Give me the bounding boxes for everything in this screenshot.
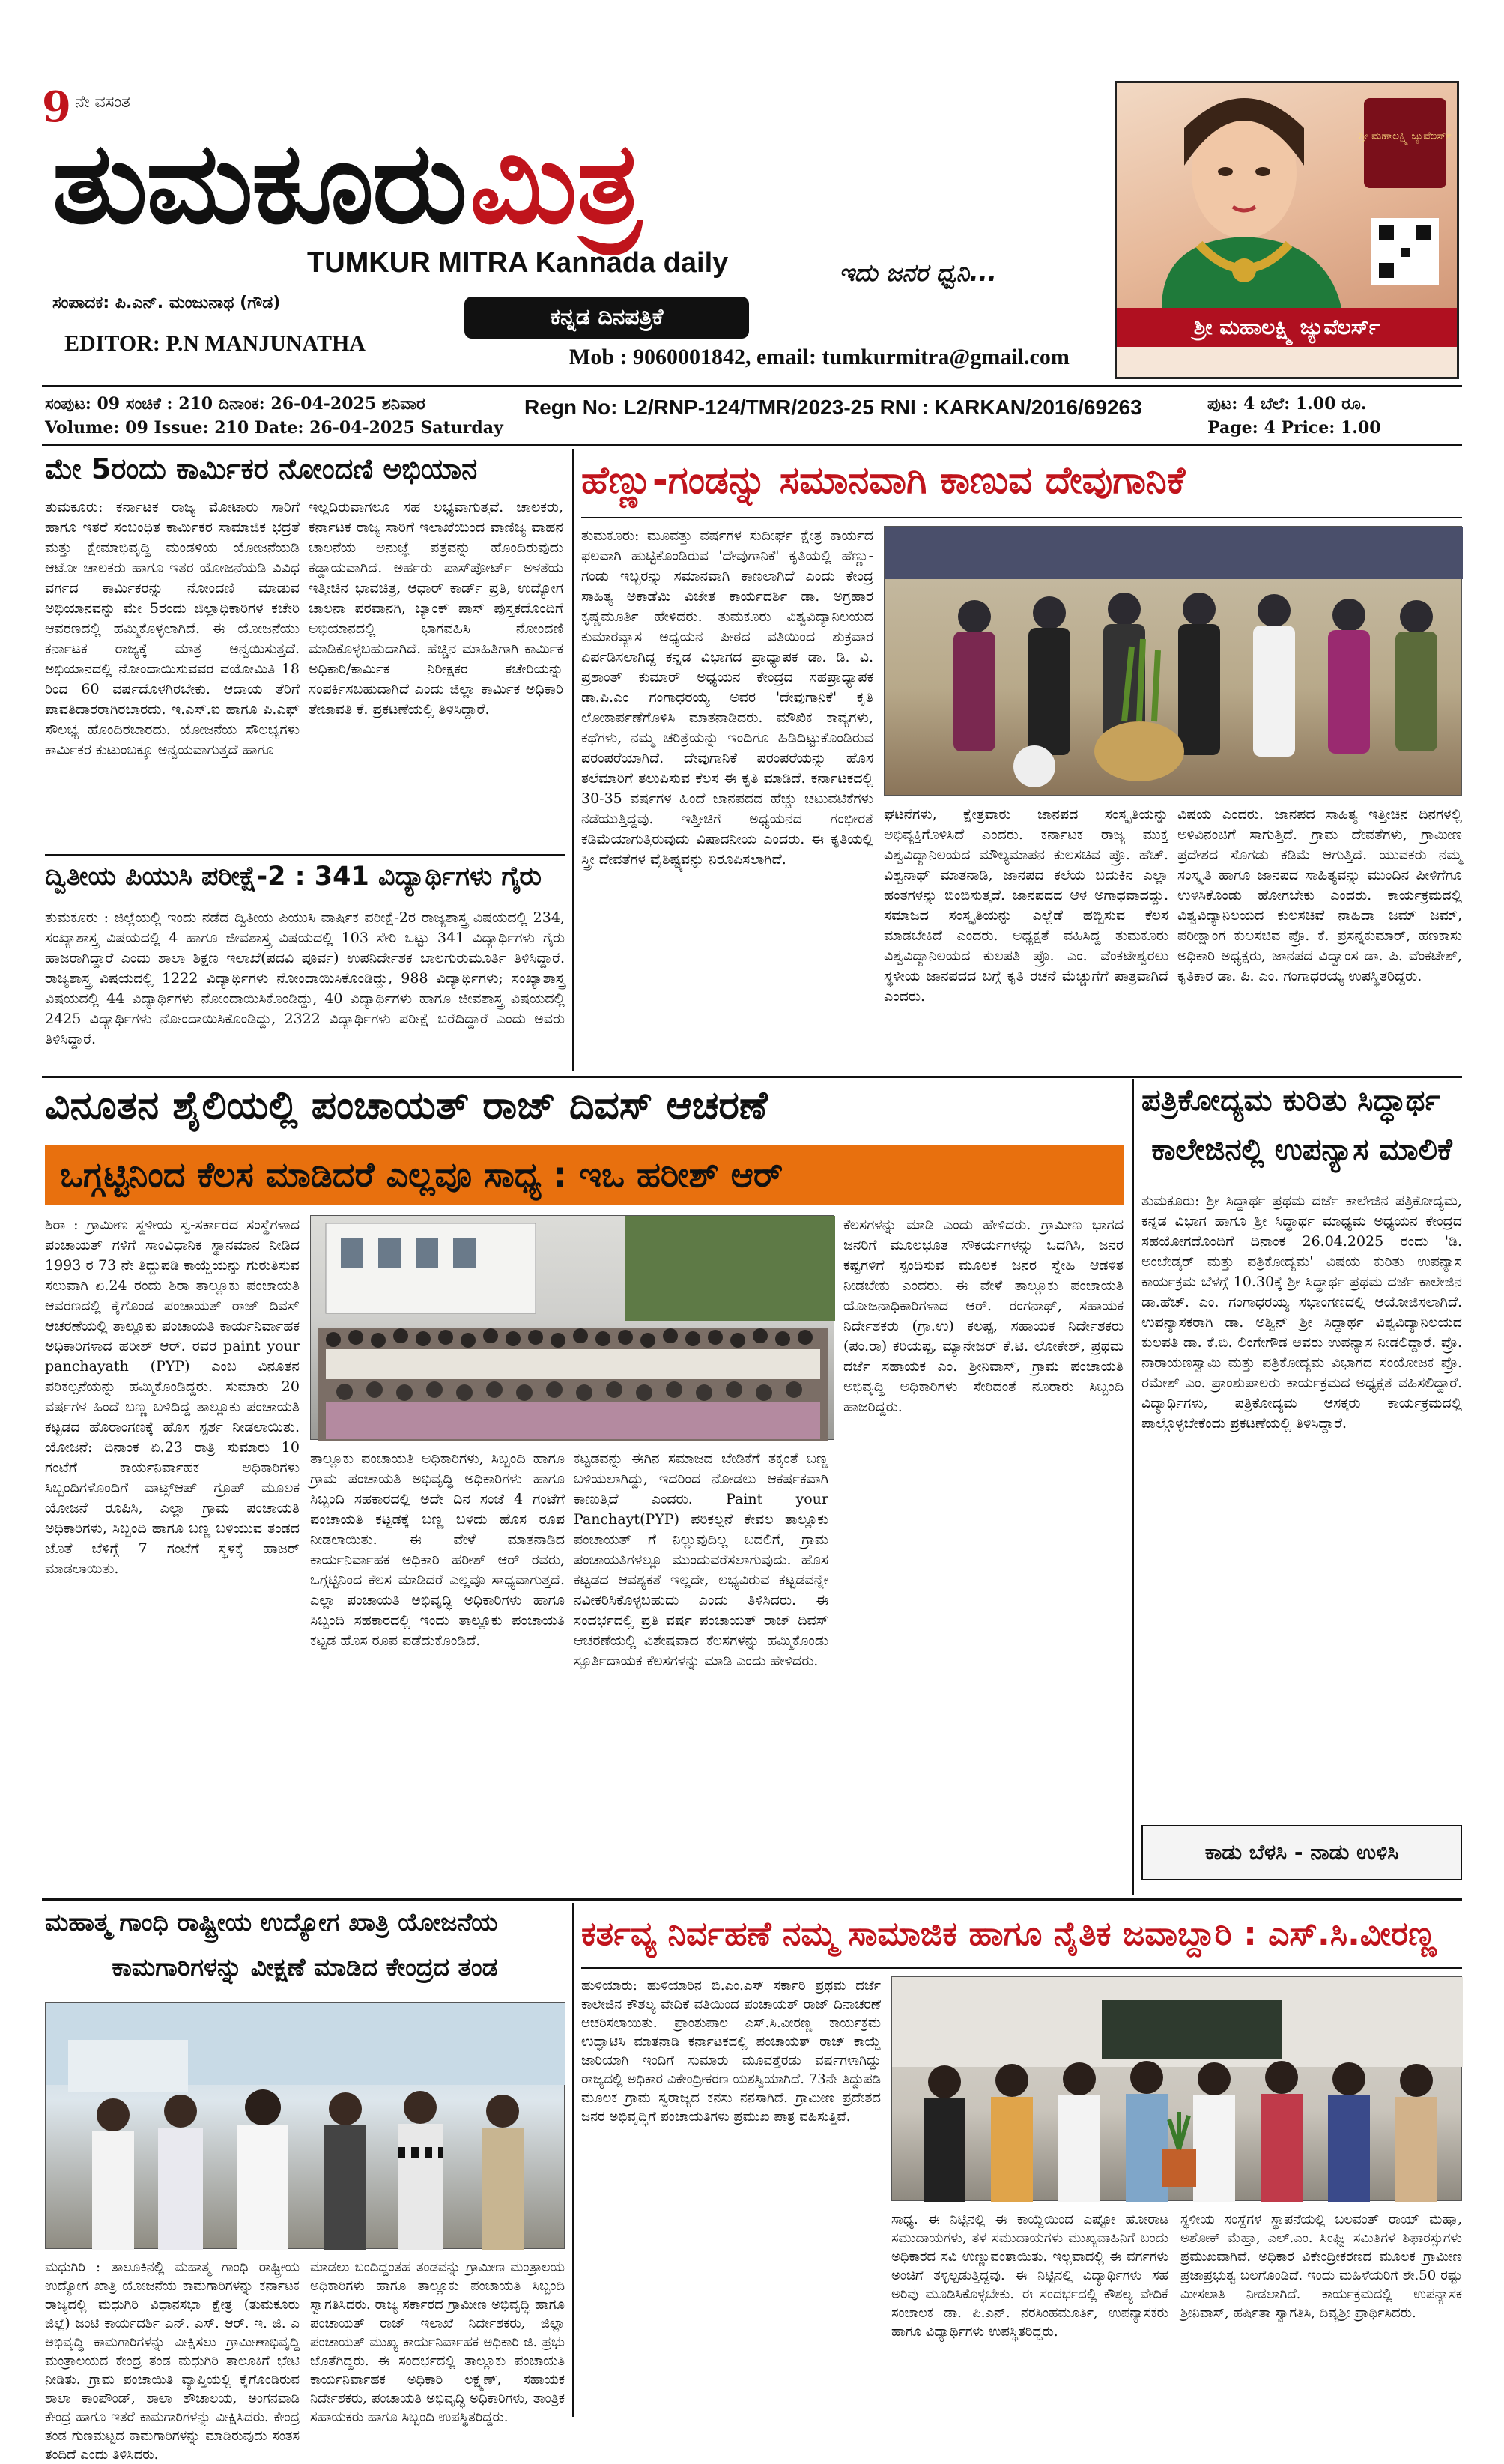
article7-col3: ಸ್ಥಳೀಯ ಸಂಸ್ಥೆಗಳ ಸ್ಥಾಪನೆಯಲ್ಲಿ ಬಲವಂತ್ ರಾಯ್ ಮೆಹ್ತಾ, ಅಶೋಕ್ ಮೆಹ್ತಾ, ಎಲ್.ಎಂ. ಸಿಂಘ್ವಿ ಸಮಿತಿಗಳ ಶಿಫಾರಸ್ಸುಗಳು ಪ್ರಮುಖವಾಗಿವೆ. ಅಧಿಕಾರ ವಿಕೇಂದ್ರೀಕರಣದ ಮೂಲಕ ಗ್ರಾಮೀಣ ಪ್ರಜಾಪ್ರಭುತ್ವ ಬಲಗೊಂಡಿದೆ. ಇಂದು ಮಹಿಳೆಯರಿಗೆ ಶೇ.50 ರಷ್ಟು ಮೀಸಲಾತಿ ನೀಡಲಾಗಿದೆ. ಕಾರ್ಯಕ್ರಮದಲ್ಲಿ ಉಪನ್ಯಾಸಕ ಶ್ರೀನಿವಾಸ್, ಹರ್ಷಿತಾ ಸ್ವಾಗತಿಸಿ, ದಿವ್ಯಶ್ರೀ ಪ್ರಾರ್ಥಿಸಿದರು. bbox=[1180, 2212, 1462, 2321]
column-divider-3 bbox=[572, 1903, 574, 2417]
article6-col1: ಮಧುಗಿರಿ : ತಾಲೂಕಿನಲ್ಲಿ ಮಹಾತ್ಮ ಗಾಂಧಿ ರಾಷ್ಟ್ರೀಯ ಉದ್ಯೋಗ ಖಾತ್ರಿ ಯೋಜನೆಯ ಕಾಮಗಾರಿಗಳನ್ನು ಕರ್ನಾಟಕ ರಾಜ್ಯದಲ್ಲಿ ಮಧುಗಿರಿ ವಿಧಾನಸಭಾ ಕ್ಷೇತ್ರ (ತುಮಕೂರು ಜಿಲ್ಲೆ) ಜಂಟಿ ಕಾರ್ಯದರ್ಶಿ ಎನ್. ಎಸ್. ಆರ್. ಇ. ಜಿ. ಎ ಅಭಿವೃದ್ಧಿ ಕಾಮಗಾರಿಗಳನ್ನು ವೀಕ್ಷಿಸಲು ಗ್ರಾಮೀಣಾಭಿವೃದ್ಧಿ ಮಂತ್ರಾಲಯದ ಕೇಂದ್ರ ತಂಡ ಮಧುಗಿರಿ ತಾಲೂಕಿಗೆ ಭೇಟಿ ನೀಡಿತು. ಗ್ರಾಮ ಪಂಚಾಯಿತಿ ವ್ಯಾಪ್ತಿಯಲ್ಲಿ ಕೈಗೊಂಡಿರುವ ಶಾಲಾ ಕಾಂಪೌಂಡ್, ಶಾಲಾ ಶೌಚಾಲಯ, ಅಂಗನವಾಡಿ ಕೇಂದ್ರ ಹಾಗೂ ಇತರೆ ಕಾಮಗಾರಿಗಳನ್ನು ವೀಕ್ಷಿಸಿದರು. ಕೇಂದ್ರ ತಂಡ ಗುಣಮಟ್ಟದ ಕಾಮಗಾರಿಗಳನ್ನು ಮಾಡಿರುವುದು ಸಂತಸ ತಂದಿದೆ ಎಂದು ತಿಳಿಸಿದರು. bbox=[45, 2259, 300, 2463]
article7-headline-rule bbox=[581, 1967, 1462, 1969]
contact-line: Mob : 9060001842, email: tumkurmitra@gmail.com bbox=[569, 345, 1070, 369]
article6-col2: ಮಾಡಲು ಬಂದಿದ್ದಂತಹ ತಂಡವನ್ನು ಗ್ರಾಮೀಣ ಮಂತ್ರಾಲಯ ಅಧಿಕಾರಿಗಳು ಹಾಗೂ ತಾಲ್ಲೂಕು ಪಂಚಾಯತಿ ಸಿಬ್ಬಂದಿ ಸ್ವಾಗತಿಸಿದರು. ರಾಜ್ಯ ಸರ್ಕಾರದ ಗ್ರಾಮೀಣ ಅಭಿವೃದ್ಧಿ ಹಾಗೂ ಪಂಚಾಯತ್ ರಾಜ್ ಇಲಾಖೆ ನಿರ್ದೇಶಕರು, ಜಿಲ್ಲಾ ಪಂಚಾಯತ್ ಮುಖ್ಯ ಕಾರ್ಯನಿರ್ವಾಹಕ ಅಧಿಕಾರಿ ಜಿ. ಪ್ರಭು ಜೊತೆಗಿದ್ದರು. ಈ ಸಂದರ್ಭದಲ್ಲಿ ತಾಲ್ಲೂಕು ಪಂಚಾಯತಿ ಕಾರ್ಯನಿರ್ವಾಹಕ ಅಧಿಕಾರಿ ಲಕ್ಷ್ಮಣ್, ಸಹಾಯಕ ನಿರ್ದೇಶಕರು, ಪಂಚಾಯತಿ ಅಭಿವೃದ್ಧಿ ಅಧಿಕಾರಿಗಳು, ತಾಂತ್ರಿಕ ಸಹಾಯಕರು ಹಾಗೂ ಸಿಬ್ಬಂದಿ ಉಪಸ್ಥಿತರಿದ್ದರು. bbox=[310, 2259, 565, 2425]
article3-col1: ತುಮಕೂರು: ಮೂವತ್ತು ವರ್ಷಗಳ ಸುದೀರ್ಘ ಕ್ಷೇತ್ರ ಕಾರ್ಯದ ಫಲವಾಗಿ ಹುಟ್ಟಿಕೊಂಡಿರುವ 'ದೇವುಗಾನಿಕೆ' ಕೃತಿಯಲ್ಲಿ ಹೆಣ್ಣು- ಗಂಡು ಇಬ್ಬರನ್ನು ಸಮಾನವಾಗಿ ಕಾಣಲಾಗಿದೆ ಎಂದು ಕೇಂದ್ರ ಸಾಹಿತ್ಯ ಅಕಾಡೆಮಿ ವಿಜೇತ ಕಾರ್ಯದರ್ಶಿ ಡಾ. ಅಗ್ರಹಾರ ಕೃಷ್ಣಮೂರ್ತಿ ಹೇಳಿದರು. ತುಮಕೂರು ವಿಶ್ವವಿದ್ಯಾನಿಲಯದ ಕುಮಾರವ್ಯಾಸ ಅಧ್ಯಯನ ಪೀಠದ ವತಿಯಿಂದ ಶುಕ್ರವಾರ ಏರ್ಪಡಿಸಲಾಗಿದ್ದ ಕನ್ನಡ ವಿಭಾಗದ ಪ್ರಾಧ್ಯಾಪಕ ಡಾ. ಡಿ. ವಿ. ಪ್ರಶಾಂತ್ ಕುಮಾರ್ ಅಧ್ಯಯನ ಕೇಂದ್ರದ ಸಹಪ್ರಾಧ್ಯಾಪಕ ಡಾ.ಪಿ.ಎಂ ಗಂಗಾಧರಯ್ಯ ಅವರ 'ದೇವುಗಾನಿಕೆ' ಕೃತಿ ಲೋಕಾರ್ಪಣೆಗೊಳಿಸಿ ಮಾತನಾಡಿದರು. ಮೌಖಿಕ ಕಾವ್ಯಗಳು, ಕಥೆಗಳು, ನಮ್ಮ ಚರಿತ್ರೆಯನ್ನು ಇಂದಿಗೂ ಹಿಡಿದಿಟ್ಟುಕೊಂಡಿರುವ ಪರಂಪರೆಯಾಗಿದೆ. ದೇವುಗಾನಿಕೆ ಪರಂಪರೆಯನ್ನು ಹೊಸ ತಲೆಮಾರಿಗೆ ತಲುಪಿಸುವ ಕೆಲಸ ಈ ಕೃತಿ ಮಾಡಿದೆ. ಕರ್ನಾಟಕದಲ್ಲಿ 30-35 ವರ್ಷಗಳ ಹಿಂದೆ ಜಾನಪದದ ಹೆಚ್ಚು ಚಟುವಟಿಕೆಗಳು ನಡೆಯುತ್ತಿದ್ದವು. ಇತ್ತೀಚಿಗೆ ಅಧ್ಯಯನದ ಗಂಭೀರತೆ ಕಡಿಮೆಯಾಗುತ್ತಿರುವುದು ವಿಷಾದನೀಯ ಎಂದರು. ಈ ಕೃತಿಯಲ್ಲಿ ಸ್ತ್ರೀ ದೇವತೆಗಳ ವೈಶಿಷ್ಟ್ಯವನ್ನು ನಿರೂಪಿಸಲಾಗಿದೆ. bbox=[581, 527, 873, 868]
column-divider-1 bbox=[572, 449, 574, 1071]
article4-col1: ಶಿರಾ : ಗ್ರಾಮೀಣ ಸ್ಥಳೀಯ ಸ್ವ-ಸರ್ಕಾರದ ಸಂಸ್ಥೆಗಳಾದ ಪಂಚಾಯತ್ ಗಳಿಗೆ ಸಾಂವಿಧಾನಿಕ ಸ್ಥಾನಮಾನ ನೀಡಿದ 1993 ರ 73 ನೇ ತಿದ್ದುಪಡಿ ಕಾಯ್ದೆಯನ್ನು ಗುರುತಿಸುವ ಸಲುವಾಗಿ ಏ.24 ರಂದು ಶಿರಾ ತಾಲ್ಲೂಕು ಪಂಚಾಯತಿ ಆವರಣದಲ್ಲಿ ಕೈಗೊಂಡ ಪಂಚಾಯತ್ ರಾಜ್ ದಿವಸ್ ಆಚರಣೆಯಲ್ಲಿ ತಾಲ್ಲೂಕು ಪಂಚಾಯತಿ ಕಾರ್ಯನಿರ್ವಾಹಕ ಅಧಿಕಾರಿಗಳಾದ ಹರೀಶ್ ಆರ್. ರವರ paint your panchayath (PYP) ಎಂಬ ವಿನೂತನ ಪರಿಕಲ್ಪನೆಯನ್ನು ಹಮ್ಮಿಕೊಂಡಿದ್ದರು. ಸುಮಾರು 20 ವರ್ಷಗಳ ಹಿಂದೆ ಬಣ್ಣ ಬಳಿದಿದ್ದ ತಾಲ್ಲೂಕು ಪಂಚಾಯತಿ ಕಟ್ಟಡದ ಹೊರಾಂಗಣಕ್ಕೆ ಹೊಸ ಸ್ಪರ್ಶ ನೀಡಲಾಯಿತು. ಯೋಜನೆ: ದಿನಾಂಕ ಏ.23 ರಾತ್ರಿ ಸುಮಾರು 10 ಗಂಟೆಗೆ ಕಾರ್ಯನಿರ್ವಾಹಕ ಅಧಿಕಾರಿಗಳು ಸಿಬ್ಬಂದಿಗಳೊಂದಿಗೆ ವಾಟ್ಸ್‌ಆಪ್ ಗ್ರೂಪ್ ಮೂಲಕ ಯೋಜನೆ ರೂಪಿಸಿ, ಎಲ್ಲಾ ಗ್ರಾಮ ಪಂಚಾಯತಿ ಅಧಿಕಾರಿಗಳು, ಸಿಬ್ಬಂದಿ ಹಾಗೂ ಬಣ್ಣ ಬಳಿಯುವ ತಂಡದ ಜೊತೆ ಬೆಳಿಗ್ಗೆ 7 ಗಂಟೆಗೆ ಸ್ಥಳಕ್ಕೆ ಹಾಜರ್ ಮಾಡಲಾಯಿತು. bbox=[45, 1217, 300, 1577]
title-red: ಮಿತ್ರ bbox=[470, 118, 642, 249]
article1-col2: ಇಲ್ಲದಿರುವಾಗಲೂ ಸಹ ಲಭ್ಯವಾಗುತ್ತವೆ. ಚಾಲಕರು, ಕರ್ನಾಟಕ ರಾಜ್ಯ ಸಾರಿಗೆ ಇಲಾಖೆಯಿಂದ ವಾಣಿಜ್ಯ ವಾಹನ ಚಾಲನೆಯ ಅನುಜ್ಞೆ ಪತ್ರವನ್ನು ಹೊಂದಿರುವುದು ಕಡ್ಡಾಯವಾಗಿದೆ. ಅರ್ಹರು ಪಾಸ್‌ಪೋರ್ಟ್ ಅಳತೆಯ ಇತ್ತೀಚಿನ ಭಾವಚಿತ್ರ, ಆಧಾರ್ ಕಾರ್ಡ್ ಪ್ರತಿ, ಉದ್ಯೋಗ ಚಾಲನಾ ಪರವಾನಗಿ, ಬ್ಯಾಂಕ್ ಪಾಸ್ ಪುಸ್ತಕದೊಂದಿಗೆ ಅಭಿಯಾನದಲ್ಲಿ ಭಾಗವಹಿಸಿ ನೋಂದಣಿ ಮಾಡಿಕೊಳ್ಳಬಹುದಾಗಿದೆ. ಹೆಚ್ಚಿನ ಮಾಹಿತಿಗಾಗಿ ಕಾರ್ಮಿಕ ಅಧಿಕಾರಿ/ಕಾರ್ಮಿಕ ನಿರೀಕ್ಷಕರ ಕಚೇರಿಯನ್ನು ಸಂಪರ್ಕಿಸಬಹುದಾಗಿದೆ ಎಂದು ಜಿಲ್ಲಾ ಕಾರ್ಮಿಕ ಅಧಿಕಾರಿ ತೇಜಾವತಿ ಕೆ. ಪ್ರಕಟಣೆಯಲ್ಲಿ ತಿಳಿಸಿದ್ದಾರೆ. bbox=[309, 499, 563, 718]
article1-col1: ತುಮಕೂರು: ಕರ್ನಾಟಕ ರಾಜ್ಯ ಮೋಟಾರು ಸಾರಿಗೆ ಹಾಗೂ ಇತರೆ ಸಂಬಂಧಿತ ಕಾರ್ಮಿಕರ ಸಾಮಾಜಿಕ ಭದ್ರತೆ ಮತ್ತು ಕ್ಷೇಮಾಭಿವೃದ್ಧಿ ಮಂಡಳಿಯ ಯೋಜನೆಯಡಿ ಆಟೋ ಚಾಲಕರು ಹಾಗೂ ಇತರ ಯೋಜನೆಯಡಿ ವಿವಿಧ ವರ್ಗದ ಕಾರ್ಮಿಕರನ್ನು ನೋಂದಣಿ ಮಾಡುವ ಅಭಿಯಾನವನ್ನು ಮೇ 5ರಂದು ಜಿಲ್ಲಾಧಿಕಾರಿಗಳ ಕಚೇರಿ ಆವರಣದಲ್ಲಿ ಹಮ್ಮಿಕೊಳ್ಳಲಾಗಿದೆ. ಈ ಯೋಜನೆಯು ಕರ್ನಾಟಕ ರಾಜ್ಯಕ್ಕೆ ಮಾತ್ರ ಅನ್ವಯಿಸುತ್ತದೆ. ಅಭಿಯಾನದಲ್ಲಿ ನೋಂದಾಯಿಸುವವರ ವಯೋಮಿತಿ 18 ರಿಂದ 60 ವರ್ಷದೊಳಗಿರಬೇಕು. ಆದಾಯ ತೆರಿಗೆ ಪಾವತಿದಾರರಾಗಿರಬಾರದು. ಇ.ಎಸ್.ಐ ಹಾಗೂ ಪಿ.ಎಫ್ ಸೌಲಭ್ಯ ಹೊಂದಿರಬಾರದು. ಯೋಜನೆಯ ಸೌಲಭ್ಯಗಳು ಕಾರ್ಮಿಕರ ಕುಟುಂಬಕ್ಕೂ ಅನ್ವಯವಾಗುತ್ತದೆ ಹಾಗೂ bbox=[45, 499, 300, 758]
jewellery-advertisement[interactable] bbox=[1115, 81, 1459, 379]
slogan-text: ಕಾಡು ಬೆಳಸಿ - ನಾಡು ಉಳಿಸಿ bbox=[1204, 1840, 1399, 1865]
college-event-photo bbox=[891, 1976, 1462, 2201]
article7-col2: ಸಾಧ್ಯ. ಈ ನಿಟ್ಟಿನಲ್ಲಿ ಈ ಕಾಯ್ದೆಯಿಂದ ಎಷ್ಟೋ ಹೋರಾಟ ಸಮುದಾಯಗಳು, ತಳ ಸಮುದಾಯಗಳು ಮುಖ್ಯವಾಹಿನಿಗೆ ಬಂದು ಅಧಿಕಾರದ ಸವಿ ಉಣ್ಣುವಂತಾಯಿತು. ಇಲ್ಲವಾದಲ್ಲಿ ಈ ವರ್ಗಗಳು ಅಂಚಿಗೆ ತಳ್ಳಲ್ಪಡುತ್ತಿದ್ದವು. ಈ ನಿಟ್ಟಿನಲ್ಲಿ ವಿದ್ಯಾರ್ಥಿಗಳು ಸಹ ಅರಿವು ಮೂಡಿಸಿಕೊಳ್ಳಬೇಕು. ಈ ಸಂದರ್ಭದಲ್ಲಿ ಕೌಶಲ್ಯ ವೇದಿಕೆ ಸಂಚಾಲಕ ಡಾ. ಪಿ.ಎನ್. ನರಸಿಂಹಮೂರ್ತಿ, ಉಪನ್ಯಾಸಕರು ಹಾಗೂ ವಿದ್ಯಾರ್ಥಿಗಳು ಉಪಸ್ಥಿತರಿದ್ದರು. bbox=[891, 2212, 1168, 2340]
article2-headline: ದ್ವಿತೀಯ ಪಿಯುಸಿ ಪರೀಕ್ಷೆ-2 : 341 ವಿದ್ಯಾರ್ಥಿಗಳು ಗೈರು bbox=[45, 862, 542, 892]
panchayat-group-photo bbox=[310, 1215, 834, 1440]
article7-headline: ಕರ್ತವ್ಯ ನಿರ್ವಹಣೆ ನಮ್ಮ ಸಾಮಾಜಿಕ ಹಾಗೂ ನೈತಿಕ ಜವಾಬ್ದಾರಿ : ಎಸ್.ಸಿ.ವೀರಣ್ಣ bbox=[581, 1915, 1437, 1953]
newspaper-title bbox=[52, 112, 1176, 255]
ad-footer bbox=[1117, 347, 1457, 377]
section-rule-1 bbox=[42, 1076, 1462, 1078]
article2-body: ತುಮಕೂರು : ಜಿಲ್ಲೆಯಲ್ಲಿ ಇಂದು ನಡೆದ ದ್ವಿತೀಯ ಪಿಯುಸಿ ವಾರ್ಷಿಕ ಪರೀಕ್ಷೆ-2ರ ರಾಜ್ಯಶಾಸ್ತ್ರ ವಿಷಯದಲ್ಲಿ 234, ಸಂಖ್ಯಾಶಾಸ್ತ್ರ ವಿಷಯದಲ್ಲಿ 4 ಹಾಗೂ ಜೀವಶಾಸ್ತ್ರ ವಿಷಯದಲ್ಲಿ 103 ಸೇರಿ ಒಟ್ಟು 341 ವಿದ್ಯಾರ್ಥಿಗಳು ಗೈರು ಹಾಜರಾಗಿದ್ದಾರೆ ಎಂದು ಶಾಲಾ ಶಿಕ್ಷಣ ಇಲಾಖೆ(ಪದವಿ ಪೂರ್ವ) ಉಪನಿರ್ದೇಶಕ ಬಾಲಗುರುಮೂರ್ತಿ ತಿಳಿಸಿದ್ದಾರೆ. ರಾಜ್ಯಶಾಸ್ತ್ರ ವಿಷಯದಲ್ಲಿ 1222 ವಿದ್ಯಾರ್ಥಿಗಳು ನೋಂದಾಯಿಸಿಕೊಂಡಿದ್ದು, 988 ವಿದ್ಯಾರ್ಥಿಗಳು; ಸಂಖ್ಯಾಶಾಸ್ತ್ರ ವಿಷಯದಲ್ಲಿ 44 ವಿದ್ಯಾರ್ಥಿಗಳು ನೋಂದಾಯಿಸಿಕೊಂಡಿದ್ದು, 40 ವಿದ್ಯಾರ್ಥಿಗಳು ಹಾಗೂ ಜೀವಶಾಸ್ತ್ರ ವಿಷಯದಲ್ಲಿ 2425 ವಿದ್ಯಾರ್ಥಿಗಳು ನೋಂದಾಯಿಸಿಕೊಂಡಿದ್ದು, 2322 ವಿದ್ಯಾರ್ಥಿಗಳು ಪರೀಕ್ಷೆ ಬರೆದಿದ್ದಾರೆ ಎಂದು ಅವರು ತಿಳಿಸಿದ್ದಾರೆ. bbox=[45, 909, 565, 1047]
edition-suffix: ನೇ ವಸಂತ bbox=[75, 93, 130, 112]
article3-headline: ಹೆಣ್ಣು-ಗಂಡನ್ನು ಸಮಾನವಾಗಿ ಕಾಣುವ ದೇವುಗಾನಿಕೆ bbox=[581, 458, 1186, 502]
info-volume-english: Volume: 09 Issue: 210 Date: 26-04-2025 Saturday bbox=[45, 418, 503, 438]
article4-col4: ಕೆಲಸಗಳನ್ನು ಮಾಡಿ ಎಂದು ಹೇಳಿದರು. ಗ್ರಾಮೀಣ ಭಾಗದ ಜನರಿಗೆ ಮೂಲಭೂತ ಸೌಕರ್ಯಗಳನ್ನು ಒದಗಿಸಿ, ಜನರ ಕಷ್ಟಗಳಿಗೆ ಸ್ಪಂದಿಸುವ ಮೂಲಕ ಜನರ ಸ್ನೇಹಿ ಆಡಳಿತ ನೀಡಬೇಕು ಎಂದರು. ಈ ವೇಳೆ ತಾಲ್ಲೂಕು ಪಂಚಾಯತಿ ಯೋಜನಾಧಿಕಾರಿಗಳಾದ ಆರ್. ರಂಗನಾಥ್, ಸಹಾಯಕ ನಿರ್ದೇಶಕರು (ಗ್ರಾ.ಉ) ಕಲಪ್ಪ, ಸಹಾಯಕ ನಿರ್ದೇಶಕರು (ಪಂ.ರಾ) ಕರಿಯಪ್ಪ, ಮ್ಯಾನೇಜರ್ ಕೆ.ಟಿ. ಲೋಕೇಶ್, ಪ್ರಥಮ ದರ್ಜೆ ಸಹಾಯಕ ಎಂ. ಶ್ರೀನಿವಾಸ್, ಗ್ರಾಮ ಪಂಚಾಯತಿ ಅಭಿವೃದ್ಧಿ ಅಧಿಕಾರಿಗಳು ಸೇರಿದಂತೆ ನೂರಾರು ಸಿಬ್ಬಂದಿ ಹಾಜರಿದ್ದರು. bbox=[843, 1217, 1124, 1415]
article3-headline-rule bbox=[581, 517, 1462, 518]
article1-headline: ಮೇ 5ರಂದು ಕಾರ್ಮಿಕರ ನೋಂದಣಿ ಅಭಿಯಾನ bbox=[45, 452, 478, 485]
info-volume-kannada: ಸಂಪುಟ: 09 ಸಂಚಿಕೆ : 210 ದಿನಾಂಕ: 26-04-2025 ಶನಿವಾರ bbox=[45, 394, 425, 414]
article1-bottom-rule bbox=[45, 854, 565, 856]
edition-number-value: 9 bbox=[42, 82, 71, 132]
info-page-kannada: ಪುಟ: 4 ಬೆಲೆ: 1.00 ರೂ. bbox=[1207, 394, 1367, 414]
ad-brand-banner: ಶ್ರೀ ಮಹಾಲಕ್ಷ್ಮಿ ಜ್ಯುವೆಲರ್ಸ್ bbox=[1117, 308, 1457, 347]
editor-kannada: ಸಂಪಾದಕ: ಪಿ.ಎನ್. ಮಂಜುನಾಥ (ಗೌಡ) bbox=[52, 294, 281, 312]
info-registration: Regn No: L2/RNP-124/TMR/2023-25 RNI : KARKAN/2016/69263 bbox=[524, 396, 1142, 419]
article5-headline-line2: ಕಾಲೇಜಿನಲ್ಲಿ ಉಪನ್ಯಾಸ ಮಾಲಿಕೆ bbox=[1151, 1133, 1452, 1167]
ad-logo-text: ಶ್ರೀ ಮಹಾಲಕ್ಷ್ಮಿ ಜ್ಯುವೆಲರ್ಸ್ bbox=[1359, 130, 1452, 142]
article4-col3: ಕಟ್ಟಡವನ್ನು ಈಗಿನ ಸಮಾಜದ ಬೇಡಿಕೆಗೆ ತಕ್ಕಂತೆ ಬಣ್ಣ ಬಳಿಯಲಾಗಿದ್ದು, ಇದರಿಂದ ನೋಡಲು ಆಕರ್ಷಕವಾಗಿ ಕಾಣುತ್ತಿದೆ ಎಂದರು. Paint your Panchayt(PYP) ಪರಿಕಲ್ಪನೆ ಕೇವಲ ತಾಲ್ಲೂಕು ಪಂಚಾಯತ್ ಗೆ ನಿಲ್ಲುವುದಿಲ್ಲ ಬದಲಿಗೆ, ಗ್ರಾಮ ಪಂಚಾಯತಿಗಳಲ್ಲೂ ಮುಂದುವರೆಸಲಾಗುವುದು. ಹೊಸ ಕಟ್ಟಡದ ಆವಶ್ಯಕತೆ ಇಲ್ಲದೇ, ಲಭ್ಯವಿರುವ ಕಟ್ಟಡವನ್ನೇ ನವೀಕರಿಸಿಕೊಳ್ಳಬಹುದು ಎಂದು ತಿಳಿಸಿದರು. ಈ ಸಂದರ್ಭದಲ್ಲಿ ಪ್ರತಿ ವರ್ಷ ಪಂಚಾಯತ್ ರಾಜ್ ದಿವಸ್ ಆಚರಣೆಯಲ್ಲಿ ವಿಶೇಷವಾದ ಕೆಲಸಗಳನ್ನು ಹಮ್ಮಿಕೊಂಡು ಸ್ಪೂರ್ತಿದಾಯಕ ಕೆಲಸಗಳನ್ನು ಮಾಡಿ ಎಂದು ಹೇಳಿದರು. bbox=[574, 1450, 828, 1669]
award-ceremony-photo bbox=[884, 526, 1462, 796]
editor-english: EDITOR: P.N MANJUNATHA bbox=[64, 331, 366, 356]
article5-headline-line1: ಪತ್ರಿಕೋದ್ಯಮ ಕುರಿತು ಸಿದ್ಧಾರ್ಥ bbox=[1141, 1083, 1441, 1118]
article3-col2: ಘಟನೆಗಳು, ಕ್ಷೇತ್ರವಾರು ಜಾನಪದ ಸಂಸ್ಕೃತಿಯನ್ನು ಅಭಿವ್ಯಕ್ತಿಗೊಳಿಸಿದೆ ಎಂದರು. ಕರ್ನಾಟಕ ರಾಜ್ಯ ಮುಕ್ತ ವಿಶ್ವವಿದ್ಯಾನಿಲಯದ ಮೌಲ್ಯಮಾಪನ ಕುಲಸಚಿವ ಪ್ರೊ. ಹೆಚ್. ವಿಶ್ವನಾಥ್ ಮಾತನಾಡಿ, ಜಾನಪದ ಕಲೆಯ ಬದುಕಿನ ಎಲ್ಲಾ ಹಂತಗಳನ್ನು ಬಿಂಬಿಸುತ್ತದೆ. ಜಾನಪದದ ಆಳ ಅಗಾಧವಾದದ್ದು. ಸಮಾಜದ ಸಂಸ್ಕೃತಿಯನ್ನು ಎಲ್ಲೆಡೆ ಹಬ್ಬಿಸುವ ಕೆಲಸ ಮಾಡಬೇಕಿದೆ ಎಂದರು. ಅಧ್ಯಕ್ಷತೆ ವಹಿಸಿದ್ದ ತುಮಕೂರು ವಿಶ್ವವಿದ್ಯಾನಿಲಯದ ಕುಲಪತಿ ಪ್ರೊ. ಎಂ. ವೆಂಕಟೇಶ್ವರಲು ಸ್ಥಳೀಯ ಜಾನಪದದ ಬಗ್ಗೆ ಕೃತಿ ರಚನೆ ಮೆಚ್ಚುಗೆಗೆ ಪಾತ್ರವಾಗಿದೆ ಎಂದರು. bbox=[884, 806, 1168, 1005]
article4-subheadline: ಒಗ್ಗಟ್ಟಿನಿಂದ ಕೆಲಸ ಮಾಡಿದರೆ ಎಲ್ಲವೂ ಸಾಧ್ಯ : ಇಒ ಹರೀಶ್ ಆರ್ bbox=[60, 1154, 783, 1195]
article4-col2: ತಾಲ್ಲೂಕು ಪಂಚಾಯತಿ ಅಧಿಕಾರಿಗಳು, ಸಿಬ್ಬಂದಿ ಹಾಗೂ ಗ್ರಾಮ ಪಂಚಾಯತಿ ಅಭಿವೃದ್ಧಿ ಅಧಿಕಾರಿಗಳು ಹಾಗೂ ಸಿಬ್ಬಂದಿ ಸಹಕಾರದಲ್ಲಿ ಅದೇ ದಿನ ಸಂಜೆ 4 ಗಂಟೆಗೆ ಪಂಚಾಯತಿ ಕಟ್ಟಡಕ್ಕೆ ಬಣ್ಣ ಬಳಿದು ಹೊಸ ರೂಪ ನೀಡಲಾಯಿತು. ಈ ವೇಳೆ ಮಾತನಾಡಿದ ಕಾರ್ಯನಿರ್ವಾಹಕ ಅಧಿಕಾರಿ ಹರೀಶ್ ಆರ್ ರವರು, ಒಗ್ಗಟ್ಟಿನಿಂದ ಕೆಲಸ ಮಾಡಿದರೆ ಎಲ್ಲವೂ ಸಾಧ್ಯವಾಗುತ್ತದೆ. ಎಲ್ಲಾ ಪಂಚಾಯತಿ ಅಭಿವೃದ್ಧಿ ಅಧಿಕಾರಿಗಳು ಹಾಗೂ ಸಿಬ್ಬಂದಿ ಸಹಕಾರದಲ್ಲಿ ಇಂದು ತಾಲ್ಲೂಕು ಪಂಚಾಯತಿ ಕಟ್ಟಡ ಹೊಸ ರೂಪ ಪಡೆದುಕೊಂಡಿದೆ. bbox=[310, 1450, 565, 1649]
info-bar-bottom-rule bbox=[42, 444, 1462, 446]
daily-badge: ಕನ್ನಡ ದಿನಪತ್ರಿಕೆ bbox=[464, 297, 749, 339]
english-title: TUMKUR MITRA Kannada daily bbox=[307, 247, 729, 279]
inspection-team-photo bbox=[45, 2002, 565, 2249]
article6-headline-line1: ಮಹಾತ್ಮ ಗಾಂಧಿ ರಾಷ್ಟ್ರೀಯ ಉದ್ಯೋಗ ಖಾತ್ರಿ ಯೋಜನೆಯ bbox=[45, 1907, 498, 1937]
article6-headline-line2: ಕಾಮಗಾರಿಗಳನ್ನು ವೀಕ್ಷಣೆ ಮಾಡಿದ ಕೇಂದ್ರದ ತಂಡ bbox=[112, 1952, 498, 1982]
tagline: ಇದು ಜನರ ಧ್ವನಿ... bbox=[839, 258, 997, 287]
section-rule-2 bbox=[42, 1898, 1462, 1901]
model-illustration bbox=[1117, 83, 1461, 308]
info-bar-top-rule bbox=[42, 385, 1462, 387]
article5-body: ತುಮಕೂರು: ಶ್ರೀ ಸಿದ್ಧಾರ್ಥ ಪ್ರಥಮ ದರ್ಜೆ ಕಾಲೇಜಿನ ಪತ್ರಿಕೋದ್ಯಮ, ಕನ್ನಡ ವಿಭಾಗ ಹಾಗೂ ಶ್ರೀ ಸಿದ್ಧಾರ್ಥ ಮಾಧ್ಯಮ ಅಧ್ಯಯನ ಕೇಂದ್ರದ ಸಹಯೋಗದೊಂದಿಗೆ ದಿನಾಂಕ 26.04.2025 ರಂದು 'ಡಿ. ಅಂಬೇಡ್ಕರ್ ಮತ್ತು ಪತ್ರಿಕೋದ್ಯಮ' ವಿಷಯ ಕುರಿತು ಉಪನ್ಯಾಸ ಕಾರ್ಯಕ್ರಮ ಬೆಳಗ್ಗೆ 10.30ಕ್ಕೆ ಶ್ರೀ ಸಿದ್ಧಾರ್ಥ ಪ್ರಥಮ ದರ್ಜೆ ಕಾಲೇಜಿನ ಡಾ.ಹೆಚ್. ಎಂ. ಗಂಗಾಧರಯ್ಯ ಸಭಾಂಗಣದಲ್ಲಿ ಆಯೋಜಿಸಲಾಗಿದೆ. ಉಪನ್ಯಾಸಕರಾಗಿ ಡಾ. ಅಶ್ವಿನ್ ಶ್ರೀ ಸಿದ್ಧಾರ್ಥ ವಿಶ್ವವಿದ್ಯಾನಿಲಯದ ಕುಲಪತಿ ಡಾ. ಕೆ.ಬಿ. ಲಿಂಗೇಗೌಡ ಅವರು ಉಪನ್ಯಾಸ ನೀಡಲಿದ್ದಾರೆ. ಪ್ರೊ. ನಾರಾಯಣಸ್ವಾಮಿ ಮತ್ತು ಪತ್ರಿಕೋದ್ಯಮ ವಿಭಾಗದ ಸಂಯೋಜಕ ಪ್ರೊ. ರಮೇಶ್ ಎಂ. ಪ್ರಾಂಶುಪಾಲರು ಕಾರ್ಯಕ್ರಮದ ಅಧ್ಯಕ್ಷತೆ ವಹಿಸಲಿದ್ದಾರೆ. ವಿದ್ಯಾರ್ಥಿಗಳು, ಪತ್ರಿಕೋದ್ಯಮ ಆಸಕ್ತರು ಕಾರ್ಯಕ್ರಮದಲ್ಲಿ ಪಾಲ್ಗೊಳ್ಳಬೇಕೆಂದು ಪ್ರಕಟಣೆಯಲ್ಲಿ ತಿಳಿಸಿದ್ದಾರೆ. bbox=[1141, 1193, 1462, 1432]
article3-col3: ವಿಷಯ ಎಂದರು. ಜಾನಪದ ಸಾಹಿತ್ಯ ಇತ್ತೀಚಿನ ದಿನಗಳಲ್ಲಿ ಅಳಿವಿನಂಚಿಗೆ ಸಾಗುತ್ತಿದೆ. ಗ್ರಾಮ ದೇವತೆಗಳು, ಗ್ರಾಮೀಣ ಪ್ರದೇಶದ ಸೊಗಡು ಕಡಿಮೆ ಆಗುತ್ತಿದೆ. ಯುವಕರು ನಮ್ಮ ಸಂಸ್ಕೃತಿ ಹಾಗೂ ಜಾನಪದ ಸಾಹಿತ್ಯವನ್ನು ಮುಂದಿನ ಪೀಳಿಗೆಗೂ ಉಳಿಸಿಕೊಂಡು ಹೋಗಬೇಕು ಎಂದರು. ಕಾರ್ಯಕ್ರಮದಲ್ಲಿ ವಿಶ್ವವಿದ್ಯಾನಿಲಯದ ಕುಲಸಚಿವೆ ನಾಹಿದಾ ಜಮ್ ಜಮ್, ಪರೀಕ್ಷಾಂಗ ಕುಲಸಚಿವ ಪ್ರೊ. ಕೆ. ಪ್ರಸನ್ನಕುಮಾರ್, ಹಣಕಾಸು ಅಧಿಕಾರಿ ಅಧ್ಯಕ್ಷರು, ಜಾನಪದ ವಿದ್ವಾಂಸ ಡಾ. ಪಿ. ವೆಂಕಟೇಶ್, ಕೃತಿಕಾರ ಡಾ. ಪಿ. ಎಂ. ಗಂಗಾಧರಯ್ಯ ಉಪಸ್ಥಿತರಿದ್ದರು. bbox=[1177, 806, 1462, 984]
article7-col1: ಹುಳಿಯಾರು: ಹುಳಿಯಾರಿನ ಬಿ.ಎಂ.ಎಸ್ ಸರ್ಕಾರಿ ಪ್ರಥಮ ದರ್ಜೆ ಕಾಲೇಜಿನ ಕೌಶಲ್ಯ ವೇದಿಕೆ ವತಿಯಿಂದ ಪಂಚಾಯತ್ ರಾಜ್ ದಿನಾಚರಣೆ ಆಚರಿಸಲಾಯಿತು. ಪ್ರಾಂಶುಪಾಲ ಎಸ್.ಸಿ.ವೀರಣ್ಣ ಕಾರ್ಯಕ್ರಮ ಉದ್ಘಾಟಿಸಿ ಮಾತನಾಡಿ ಕರ್ನಾಟಕದಲ್ಲಿ ಪಂಚಾಯತ್ ರಾಜ್ ಕಾಯ್ದೆ ಜಾರಿಯಾಗಿ ಇಂದಿಗೆ ಸುಮಾರು ಮೂವತ್ತೆರಡು ವರ್ಷಗಳಾಗಿದ್ದು ರಾಜ್ಯದಲ್ಲಿ ಅಧಿಕಾರ ವಿಕೇಂದ್ರೀಕರಣ ಯಶಸ್ವಿಯಾಗಿದೆ. 73ನೇ ತಿದ್ದುಪಡಿ ಮೂಲಕ ಗ್ರಾಮ ಸ್ವರಾಜ್ಯದ ಕನಸು ನನಸಾಗಿದೆ. ಗ್ರಾಮೀಣ ಪ್ರದೇಶದ ಜನರ ಅಭಿವೃದ್ಧಿಗೆ ಪಂಚಾಯತಿಗಳು ಪ್ರಮುಖ ಪಾತ್ರ ವಹಿಸುತ್ತಿವೆ. bbox=[581, 1978, 881, 2125]
article4-subheadline-banner bbox=[45, 1145, 1124, 1205]
column-divider-2 bbox=[1132, 1079, 1134, 1895]
slogan-box bbox=[1141, 1825, 1462, 1880]
title-black: ತುಮಕೂರು bbox=[52, 118, 467, 249]
info-page-english: Page: 4 Price: 1.00 bbox=[1207, 418, 1381, 438]
article4-headline: ವಿನೂತನ ಶೈಲಿಯಲ್ಲಿ ಪಂಚಾಯತ್ ರಾಜ್ ದಿವಸ್ ಆಚರಣೆ bbox=[45, 1083, 768, 1128]
